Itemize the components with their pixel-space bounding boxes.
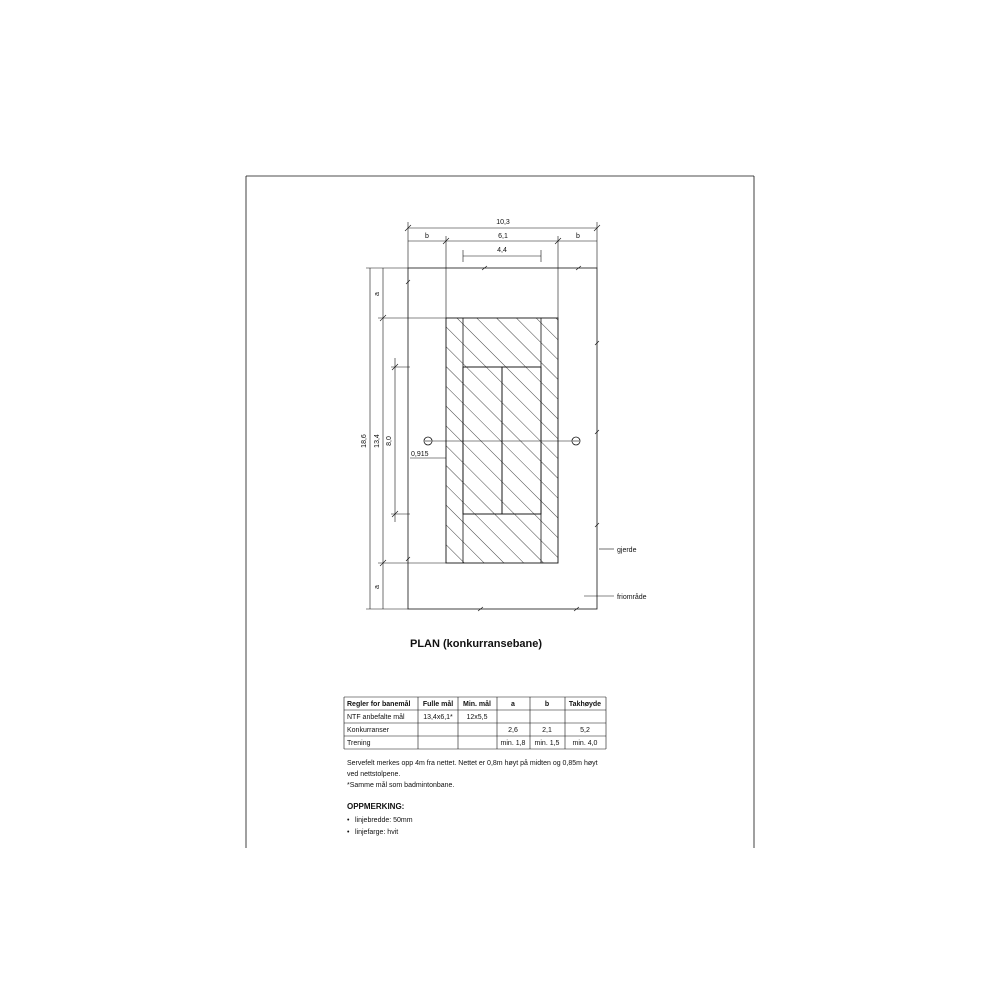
table-header-rules: Regler for banemål bbox=[347, 701, 411, 708]
dim-end-margin-top: a bbox=[374, 292, 381, 296]
table-header-full: Fulle mål bbox=[422, 701, 454, 708]
label-fence: gjerde bbox=[617, 547, 637, 554]
remarks bbox=[347, 802, 413, 836]
note-line: *Samme mål som badmintonbane. bbox=[347, 782, 455, 789]
table-cell: Konkurranser bbox=[347, 727, 390, 734]
dim-singles-width: 4,4 bbox=[497, 247, 507, 254]
table-cell: 13,4x6,1* bbox=[423, 714, 453, 721]
plan-title: PLAN (konkurransebane) bbox=[410, 638, 543, 650]
table-cell: 5,2 bbox=[580, 727, 590, 734]
remark-item: linjebredde: 50mm bbox=[355, 817, 413, 824]
dim-court-width: 6,1 bbox=[498, 233, 508, 240]
table-header-min: Min. mål bbox=[462, 701, 492, 708]
note-line: Servefelt merkes opp 4m fra nettet. Nettet er 0,8m høyt på midten og 0,85m høyt bbox=[347, 760, 598, 767]
bullet-icon: • bbox=[347, 829, 350, 836]
dim-side-margin-right: b bbox=[576, 233, 580, 240]
dim-post-offset: 0,915 bbox=[411, 451, 429, 458]
court-plan bbox=[361, 219, 647, 650]
table-header-a: a bbox=[511, 701, 515, 708]
table-header-ceiling: Takhøyde bbox=[568, 701, 602, 708]
dim-service-zone: 8,0 bbox=[386, 436, 393, 446]
table-cell: 2,1 bbox=[542, 727, 552, 734]
table-cell: Trening bbox=[347, 740, 371, 747]
table-cell: 12x5,5 bbox=[466, 714, 488, 721]
bullet-icon: • bbox=[347, 817, 350, 824]
dim-total-width: 10,3 bbox=[496, 219, 510, 226]
table-cell: min. 1,5 bbox=[534, 740, 560, 747]
label-free-area: friområde bbox=[617, 594, 647, 601]
remark-item: linjefarge: hvit bbox=[355, 829, 399, 836]
table-cell: NTF anbefalte mål bbox=[347, 714, 405, 721]
dim-end-margin-bottom: a bbox=[374, 585, 381, 589]
remarks-heading: OPPMERKING: bbox=[347, 802, 405, 811]
dim-total-length: 18,6 bbox=[361, 434, 368, 448]
notes bbox=[347, 759, 598, 789]
dim-side-margin-left: b bbox=[425, 233, 429, 240]
table-cell: 2,6 bbox=[508, 727, 518, 734]
table-cell: min. 4,0 bbox=[572, 740, 598, 747]
dim-court-length: 13,4 bbox=[374, 434, 381, 448]
table-header-b: b bbox=[544, 701, 550, 708]
note-line: ved nettstolpene. bbox=[347, 771, 401, 778]
table-cell: min. 1,8 bbox=[500, 740, 526, 747]
rules-table bbox=[344, 697, 606, 749]
